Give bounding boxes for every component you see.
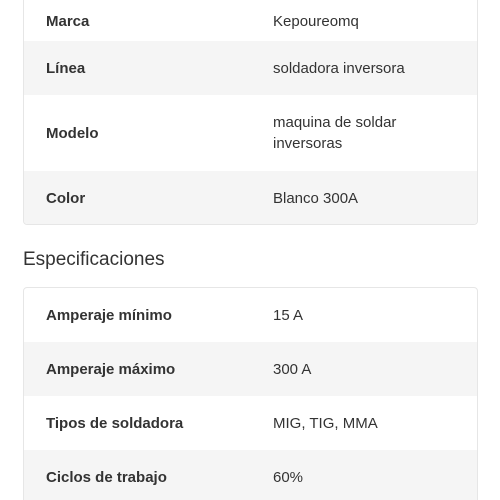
attribute-label: Línea [46,59,86,77]
attribute-value: MIG, TIG, MMA [273,414,378,432]
table-row [24,288,477,342]
attribute-label: Ciclos de trabajo [46,468,167,486]
table-row [24,396,477,450]
attribute-value: Blanco 300A [273,190,359,207]
table-row [24,95,477,171]
attribute-label: Amperaje máximo [46,360,176,378]
table-row [24,342,477,396]
attribute-label: Tipos de soldadora [46,414,184,432]
attribute-value: 300 A [273,360,312,378]
attribute-label: Marca [46,12,90,30]
attribute-value: soldadora inversora [273,59,405,77]
attribute-label: Amperaje mínimo [46,306,172,324]
table-row [24,450,477,500]
section-title: Especificaciones [23,249,165,270]
table-row [24,0,477,41]
attribute-value: 60% [273,468,304,486]
table-row [24,171,477,225]
attribute-label: Modelo [46,124,99,142]
attribute-label: Color [46,190,86,207]
attribute-value: maquina de soldar inversoras [273,114,397,152]
attribute-value: 15 A [273,306,304,324]
attribute-value: Kepoureomq [273,12,359,30]
general-attributes-table [23,0,478,225]
table-row [24,41,477,95]
specifications-table [23,287,478,500]
